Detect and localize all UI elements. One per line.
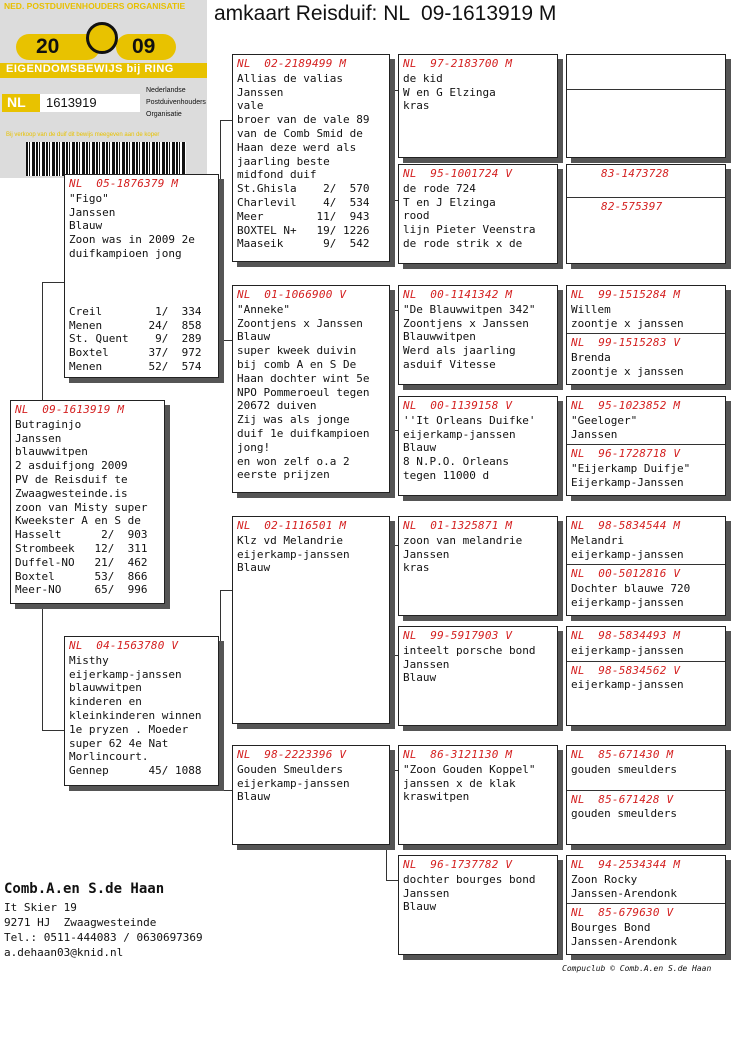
card-text-line: Blauw <box>237 330 271 344</box>
card-text-line: Janssen <box>403 886 450 900</box>
card-text-line: St. Quent 9/ 289 <box>69 332 202 346</box>
card-father-mother <box>232 285 390 493</box>
ring-number: NL 00-1139158 V <box>403 399 513 412</box>
card-father-father <box>232 54 390 262</box>
card-text-line: kleinkinderen winnen <box>69 708 202 722</box>
connector-line <box>220 120 221 340</box>
card-text-line: broer van de vale 89 <box>237 113 370 127</box>
card-text-line: de rode 724 <box>403 181 476 195</box>
card-text-line: "De Blauwwitpen 342" <box>403 302 536 316</box>
card-text-line: asduif Vitesse <box>403 357 496 371</box>
card-text-line: eijerkamp-janssen <box>69 667 182 681</box>
card-gen4-pair-4 <box>566 396 726 496</box>
card-text-line: super kweek duivin <box>237 344 357 358</box>
card-text-line: Menen 52/ 574 <box>69 359 202 373</box>
ring-number: 82-575397 <box>601 199 663 213</box>
card-text-line: Meer 11/ 943 <box>237 209 370 223</box>
pair-separator <box>567 790 725 791</box>
connector-line <box>42 600 43 730</box>
card-text-line: "Anneke" <box>237 302 290 316</box>
card-text-line: Blauw <box>237 790 271 804</box>
card-text-line: lijn Pieter Veenstra <box>403 223 536 237</box>
ring-number: NL 00-1141342 M <box>403 288 513 301</box>
card-text-line: 1e pryzen . Moeder <box>69 722 189 736</box>
ring-number: NL 04-1563780 V <box>69 639 179 652</box>
ring-number: NL 85-671430 M <box>571 748 674 761</box>
card-text-line: Melandri <box>571 533 624 547</box>
ring-number: NL 97-2183700 M <box>403 57 513 70</box>
card-text-line: blauwwitpen <box>15 445 88 459</box>
card-text-line: rood <box>403 209 430 223</box>
card-text-line: dochter bourges bond <box>403 872 536 886</box>
card-mmf <box>398 745 558 845</box>
card-text-line: eerste prijzen <box>237 468 330 482</box>
card-text-line: de rode strik x de <box>403 236 523 250</box>
card-text-line: "Geeloger" <box>571 413 638 427</box>
connector-line <box>42 282 43 402</box>
card-text-line: Blauwwitpen <box>403 330 476 344</box>
card-text-line: Blauw <box>69 219 103 233</box>
card-gen4-pair-8 <box>566 855 726 955</box>
ring-number: NL 00-5012816 V <box>571 567 681 581</box>
card-text-line: zoon van melandrie <box>403 533 523 547</box>
pair-separator <box>567 444 725 445</box>
card-text-line: Janssen <box>403 547 450 561</box>
card-text-line: Creil 1/ 334 <box>69 304 202 318</box>
card-text-line: kinderen en <box>69 695 142 709</box>
card-text-line: Janssen <box>571 427 618 441</box>
ring-ownership-label <box>0 0 207 178</box>
card-ffm <box>398 164 558 264</box>
card-text-line: Eijerkamp-Janssen <box>571 475 684 489</box>
card-text-line: Menen 24/ 858 <box>69 318 202 332</box>
label-country: NL <box>2 94 40 112</box>
card-text-line: ''It Orleans Duifke' <box>403 413 536 427</box>
label-footer: Bij verkoop van de duif dit bewijs meegeven aan de koper <box>6 132 160 138</box>
npo-logo-icon <box>86 22 118 54</box>
card-gen4-pair-1 <box>566 54 726 158</box>
card-text-line: Zoontjens x Janssen <box>403 316 529 330</box>
card-text-line: Gouden Smeulders <box>237 762 343 776</box>
card-text-line: van de Comb Smid de <box>237 126 363 140</box>
label-eigendom: EIGENDOMSBEWIJS bij RING <box>0 63 207 78</box>
card-text-line: zoontje x janssen <box>571 316 684 330</box>
ring-number: NL 95-1023852 M <box>571 399 681 412</box>
ring-number: NL 85-671428 V <box>571 792 674 806</box>
card-text-line: Bourges Bond <box>571 921 651 935</box>
card-mmm <box>398 855 558 955</box>
ring-number: NL 01-1066900 V <box>237 288 347 301</box>
card-text-line: Brenda <box>571 351 611 365</box>
card-text-line: Zij was als jonge <box>237 413 350 427</box>
card-fmf <box>398 285 558 385</box>
label-ring-number: 1613919 <box>40 94 140 112</box>
card-text-line: Werd als jaarling <box>403 344 516 358</box>
card-mff <box>398 516 558 616</box>
ring-number: NL 95-1001724 V <box>403 167 513 180</box>
card-text-line: Allias de valias <box>237 71 343 85</box>
card-text-line: midfond duif <box>237 168 317 182</box>
card-text-line: Boxtel 53/ 866 <box>15 569 148 583</box>
owner-address: It Skier 19 <box>4 901 77 914</box>
card-text-line: eijerkamp-janssen <box>571 595 684 609</box>
card-text-line: 2 asduifjong 2009 <box>15 459 128 473</box>
card-text-line: Janssen <box>69 205 116 219</box>
card-text-line: T en J Elzinga <box>403 195 496 209</box>
card-text-line: Zwaagwesteinde.is <box>15 486 128 500</box>
card-text-line: Morlincourt. <box>69 750 149 764</box>
card-text-line: duifkampioen jong <box>69 246 182 260</box>
label-year-left: 20 <box>36 35 60 58</box>
card-text-line: "Eijerkamp Duifje" <box>571 462 691 476</box>
card-text-line: NPO Pommeroeul tegen <box>237 385 370 399</box>
pair-separator <box>567 903 725 904</box>
card-text-line: Blauw <box>237 561 271 575</box>
owner-postcode: 9271 HJ Zwaagwesteinde <box>4 916 157 929</box>
owner-email: a.dehaan03@knid.nl <box>4 946 124 959</box>
barcode <box>26 142 186 176</box>
ring-number: NL 85-679630 V <box>571 906 674 920</box>
card-text-line: Blauw <box>403 441 437 455</box>
card-text-line: bij comb A en S De <box>237 357 357 371</box>
card-text-line: 20672 duiven <box>237 399 317 413</box>
card-text-line: PV de Reisduif te <box>15 472 128 486</box>
ring-number: NL 98-5834493 M <box>571 629 681 642</box>
card-text-line: zoontje x janssen <box>571 364 684 378</box>
card-text-line: kraswitpen <box>403 790 470 804</box>
pair-separator <box>567 197 725 198</box>
card-mother-father <box>232 516 390 724</box>
card-text-line: gouden smeulders <box>571 807 677 821</box>
card-text-line: gouden smeulders <box>571 762 677 776</box>
card-text-line: kras <box>403 99 430 113</box>
card-text-line: Haan deze werd als <box>237 140 357 154</box>
card-text-line: Zoontjens x Janssen <box>237 316 363 330</box>
card-text-line: 8 N.P.O. Orleans <box>403 455 509 469</box>
ring-number: NL 02-1116501 M <box>237 519 347 532</box>
card-gen4-pair-3 <box>566 285 726 385</box>
card-text-line: Meer-NO 65/ 996 <box>15 583 148 597</box>
card-text-line: Misthy <box>69 653 109 667</box>
ring-number: NL 86-3121130 M <box>403 748 513 761</box>
label-header: NED. POSTDUIVENHOUDERS ORGANISATIE <box>4 1 186 11</box>
card-text-line: Janssen <box>403 657 450 671</box>
ring-number: NL 05-1876379 M <box>69 177 179 190</box>
card-text-line: jong! <box>237 440 271 454</box>
card-text-line: Zoon was in 2009 2e <box>69 233 195 247</box>
card-gen4-pair-6 <box>566 626 726 726</box>
card-text-line: eijerkamp-janssen <box>237 547 350 561</box>
card-text-line: janssen x de klak <box>403 776 516 790</box>
card-text-line: eijerkamp-janssen <box>403 427 516 441</box>
card-fmm <box>398 396 558 496</box>
connector-line <box>220 590 221 790</box>
ring-number: NL 96-1728718 V <box>571 447 681 461</box>
card-text-line: Klz vd Melandrie <box>237 533 343 547</box>
card-text-line: "Figo" <box>69 191 109 205</box>
ring-number: NL 98-2223396 V <box>237 748 347 761</box>
card-text-line: Gennep 45/ 1088 <box>69 764 202 778</box>
card-mother-mother <box>232 745 390 845</box>
card-text-line: super 62 4e Nat <box>69 736 169 750</box>
card-text-line: eijerkamp-janssen <box>571 678 684 692</box>
ring-number: NL 99-1515284 M <box>571 288 681 301</box>
card-text-line: eijerkamp-janssen <box>237 776 350 790</box>
card-text-line: Hasselt 2/ 903 <box>15 528 148 542</box>
card-text-line: Maaseik 9/ 542 <box>237 237 370 251</box>
card-text-line: jaarling beste <box>237 154 330 168</box>
card-text-line: tegen 11000 d <box>403 468 490 482</box>
pair-separator <box>567 564 725 565</box>
card-text-line: Duffel-NO 21/ 462 <box>15 555 148 569</box>
card-text-line: Dochter blauwe 720 <box>571 582 691 596</box>
card-text-line: Strombeek 12/ 311 <box>15 541 148 555</box>
card-text-line: Janssen <box>15 431 62 445</box>
card-text-line: "Zoon Gouden Koppel" <box>403 762 536 776</box>
owner-name: Comb.A.en S.de Haan <box>4 881 165 897</box>
pair-separator <box>567 333 725 334</box>
ring-number: NL 09-1613919 M <box>15 403 125 416</box>
card-text-line: Janssen-Arendonk <box>571 886 677 900</box>
card-text-line: Charlevil 4/ 534 <box>237 195 370 209</box>
card-text-line: Blauw <box>403 671 437 685</box>
ring-number: NL 94-2534344 M <box>571 858 681 871</box>
card-text-line: Boxtel 37/ 972 <box>69 346 202 360</box>
label-organisation: Nederlandse Postduivenhouders Organisatie <box>146 87 206 118</box>
card-fff <box>398 54 558 158</box>
label-year-right: 09 <box>132 35 156 58</box>
card-text-line: en won zelf o.a 2 <box>237 454 350 468</box>
card-text-line: BOXTEL N+ 19/ 1226 <box>237 223 370 237</box>
page-title: amkaart Reisduif: NL 09-1613919 M <box>214 2 557 25</box>
ring-number: NL 98-5834544 M <box>571 519 681 532</box>
card-text-line: Willem <box>571 302 611 316</box>
card-text-line: Janssen <box>237 85 284 99</box>
card-gen4-pair-7 <box>566 745 726 845</box>
card-text-line: Butraginjo <box>15 417 82 431</box>
card-mother <box>64 636 219 786</box>
card-text-line: duif 1e duifkampioen <box>237 426 370 440</box>
card-text-line: vale <box>237 99 264 113</box>
card-text-line: eijerkamp-janssen <box>571 547 684 561</box>
ring-number: NL 99-1515283 V <box>571 336 681 350</box>
card-text-line: de kid <box>403 71 443 85</box>
card-text-line: Janssen-Arendonk <box>571 934 677 948</box>
ring-number: NL 99-5917903 V <box>403 629 513 642</box>
owner-info <box>4 882 203 960</box>
card-text-line: Haan dochter wint 5e <box>237 371 370 385</box>
card-text-line: zoon van Misty super <box>15 500 148 514</box>
card-text-line: St.Ghisla 2/ 570 <box>237 182 370 196</box>
ring-number: 83-1473728 <box>601 167 670 180</box>
ring-number: NL 01-1325871 M <box>403 519 513 532</box>
ring-number: NL 96-1737782 V <box>403 858 513 871</box>
credit-footer: Compuclub © Comb.A.en S.de Haan <box>562 964 712 973</box>
card-mfm <box>398 626 558 726</box>
card-text-line: Zoon Rocky <box>571 872 638 886</box>
owner-phone: Tel.: 0511-444083 / 0630697369 <box>4 931 203 944</box>
card-text-line: Kweekster A en S de <box>15 514 141 528</box>
pair-separator <box>567 89 725 90</box>
card-father <box>64 174 219 378</box>
pair-separator <box>567 661 725 662</box>
card-subject <box>10 400 165 604</box>
card-text-line: inteelt porsche bond <box>403 643 536 657</box>
ring-number: NL 02-2189499 M <box>237 57 347 70</box>
connector-line <box>386 880 398 881</box>
card-text-line: Blauw <box>403 900 437 914</box>
card-text-line: blauwwitpen <box>69 681 142 695</box>
card-gen4-pair-5 <box>566 516 726 616</box>
card-text-line: kras <box>403 561 430 575</box>
ring-number: NL 98-5834562 V <box>571 663 681 677</box>
card-text-line: eijerkamp-janssen <box>571 643 684 657</box>
card-gen4-pair-2 <box>566 164 726 264</box>
card-text-line: W en G Elzinga <box>403 85 496 99</box>
